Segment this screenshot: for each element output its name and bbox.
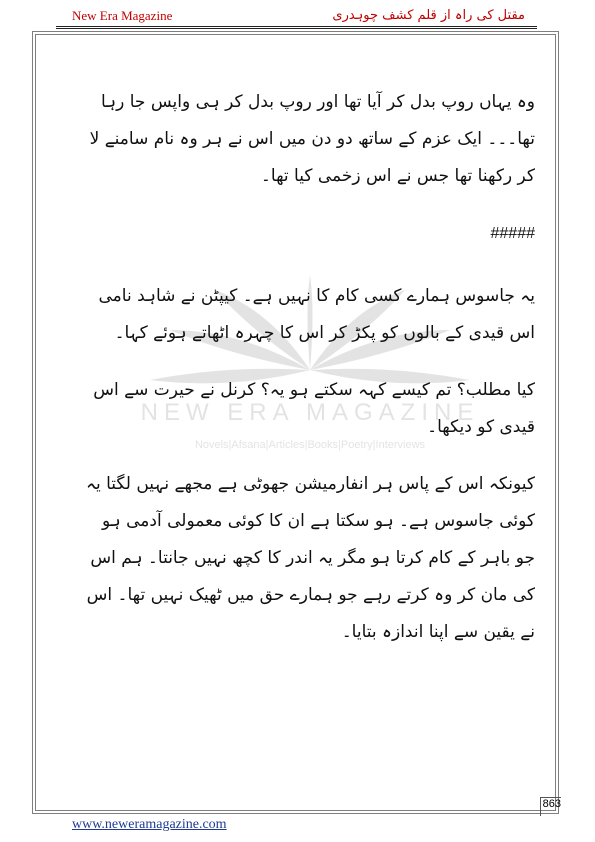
magazine-name: New Era Magazine (72, 8, 173, 23)
paragraph: یہ جاسوس ہمارے کسی کام کا نہیں ہے۔ کیپٹن نے شاہد نامی اس قیدی کے بالوں کو پکڑ کر اس کا چہرہ اٹھاتے ہوئے کہا۔ (98, 286, 535, 343)
section-separator: ##### (490, 225, 535, 242)
header-rule-top (56, 26, 537, 27)
paragraph: کیونکہ اس کے پاس ہر انفارمیشن جھوٹی ہے مجھے نہیں لگتا یہ کوئی جاسوس ہے۔ ہو سکتا ہے ان کا کوئی معمولی آدمی ہو جو باہر کے کام کرتا ہو مگر یہ اندر کا کچھ نہیں جانتا۔ ہم اس کی مان کر وہ کرتے رہے جو ہمارے حق میں ٹھیک نہیں تھا۔ اس نے یقین سے اپنا اندازہ بتایا۔ (85, 474, 535, 642)
story-title: مقتل کی راہ از قلم کشف چوہدری (332, 8, 525, 23)
watermark-brand: NEW ERA MAGAZINE (140, 399, 480, 426)
website-link[interactable]: www.neweramagazine.com (72, 817, 227, 832)
watermark-tagline: Novels|Afsana|Articles|Books|Poetry|Interviews (194, 439, 426, 451)
paragraph: کیا مطلب؟ تم کیسے کہہ سکتے ہو یہ؟ کرنل نے حیرت سے اس قیدی کو دیکھا۔ (93, 380, 535, 437)
paragraph: وہ یہاں روپ بدل کر آیا تھا اور روپ بدل کر ہی واپس جا رہا تھا۔۔۔ ایک عزم کے ساتھ دو دن میں اس نے ہر وہ نام سامنے لا کر رکھنا تھا جس نے اس زخمی کیا تھا۔ (89, 92, 535, 186)
page-number: 863 (540, 797, 561, 816)
header-rule-bottom (56, 28, 537, 29)
story-body (80, 84, 535, 671)
